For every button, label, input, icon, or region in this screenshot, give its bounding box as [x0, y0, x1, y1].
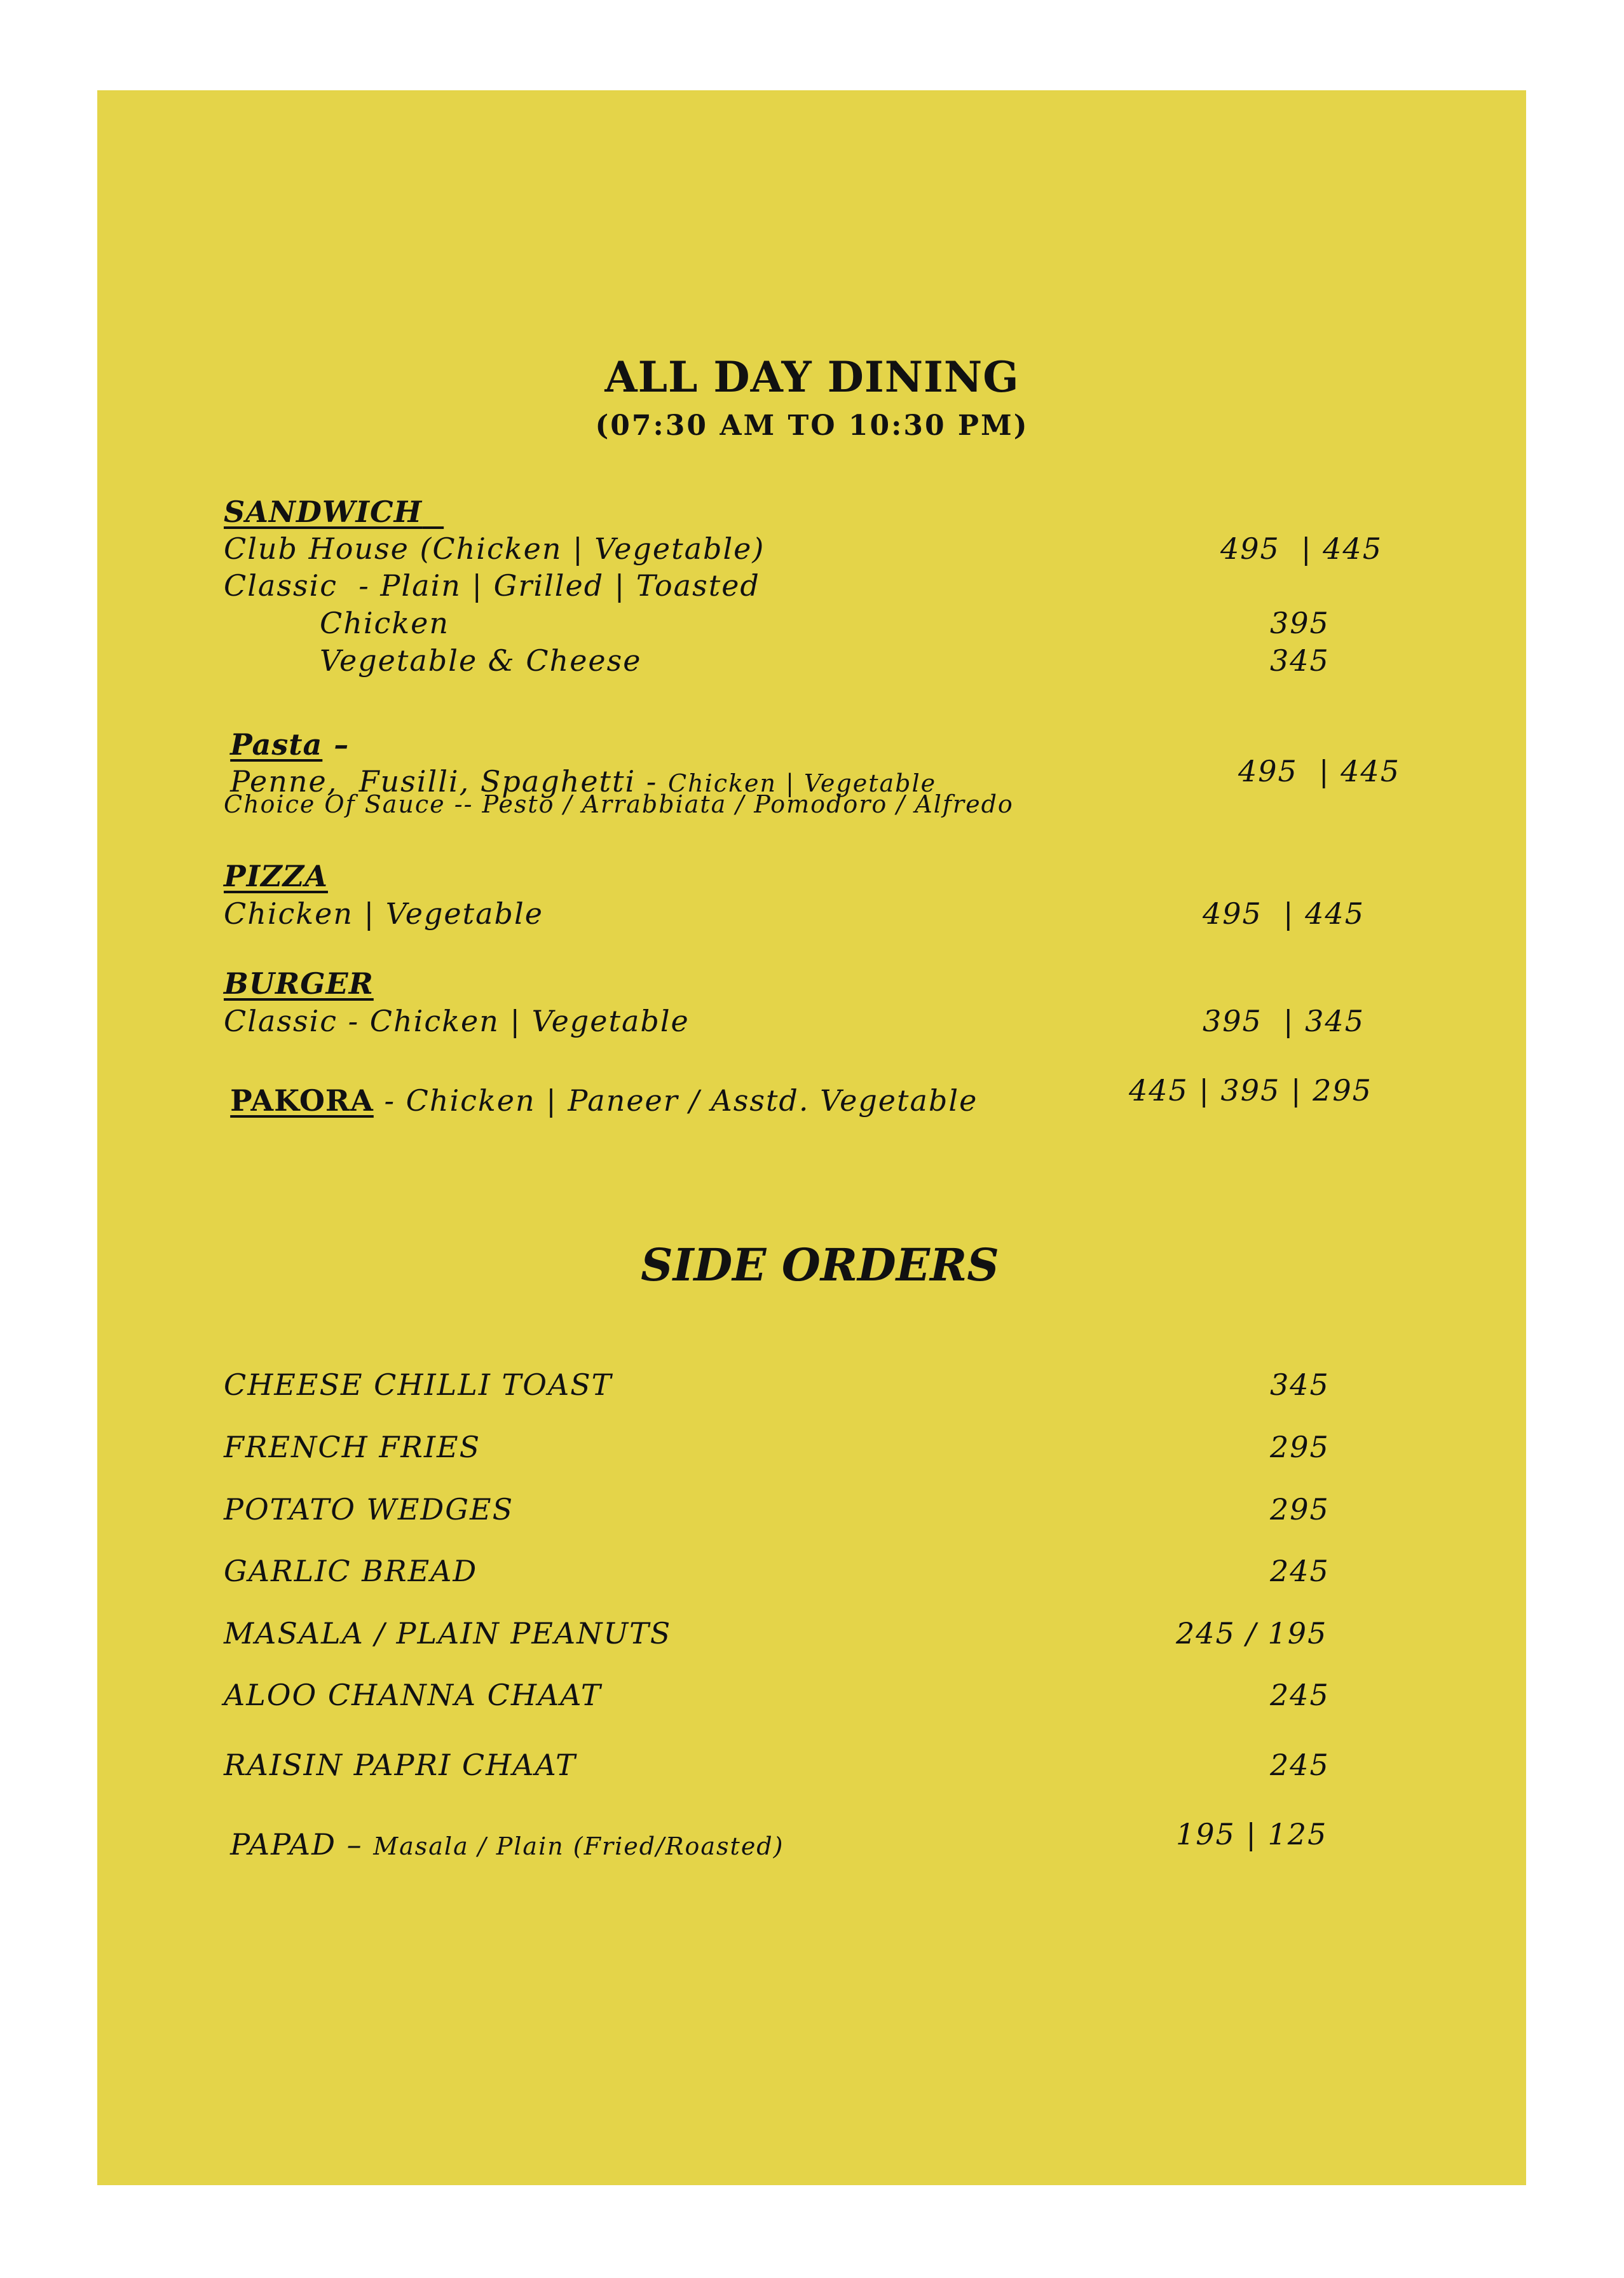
side-item-price: 245: [1270, 1748, 1330, 1782]
section-heading-pasta: Pasta –: [230, 727, 350, 762]
price-veg-cheese: 345: [1270, 643, 1330, 678]
side-item-name: MASALA / PLAIN PEANUTS: [224, 1616, 672, 1650]
side-item-price: 245: [1270, 1554, 1330, 1588]
menu-panel: [97, 90, 1526, 2185]
price-pizza: 495 | 445: [1203, 896, 1365, 931]
item-pakora: PAKORA - Chicken | Paneer / Asstd. Vegetable: [230, 1083, 978, 1118]
side-orders-title: SIDE ORDERS: [641, 1238, 999, 1291]
side-item-price: 245: [1270, 1678, 1330, 1712]
side-item-name: ALOO CHANNA CHAAT: [224, 1678, 602, 1712]
section-heading-burger: BURGER: [224, 966, 374, 1001]
price-club-house: 495 | 445: [1220, 532, 1382, 566]
item-pizza: Chicken | Vegetable: [224, 896, 543, 931]
side-item-price: 295: [1270, 1492, 1330, 1527]
section-heading-pizza: PIZZA: [224, 859, 328, 893]
side-item-price: 345: [1270, 1368, 1330, 1402]
pasta-sauce-choice: Choice Of Sauce -- Pesto / Arrabbiata / Pomodoro / Alfredo: [224, 790, 1014, 818]
item-classic-sandwich: Classic - Plain | Grilled | Toasted: [224, 568, 760, 603]
side-item-name: GARLIC BREAD: [224, 1554, 478, 1588]
menu-title: ALL DAY DINING: [604, 352, 1020, 402]
section-heading-sandwich: SANDWICH: [224, 495, 423, 529]
side-item-name: CHEESE CHILLI TOAST: [224, 1368, 613, 1402]
side-item-name: POTATO WEDGES: [224, 1492, 514, 1527]
price-classic-chicken: 395: [1270, 606, 1330, 640]
side-item-name: RAISIN PAPRI CHAAT: [224, 1748, 577, 1782]
side-item-price: 245 / 195: [1176, 1616, 1328, 1650]
price-burger: 395 | 345: [1203, 1004, 1365, 1038]
item-classic-chicken: Chicken: [320, 606, 450, 640]
item-veg-cheese: Vegetable & Cheese: [320, 643, 642, 678]
item-pasta: Penne, Fusilli, Spaghetti - Chicken | Vegetable: [230, 764, 937, 799]
section-heading-pakora: PAKORA: [230, 1083, 374, 1118]
price-pasta: 495 | 445: [1238, 754, 1400, 788]
menu-hours: (07:30 AM TO 10:30 PM): [595, 409, 1029, 442]
side-item-papad: PAPAD – Masala / Plain (Fried/Roasted): [230, 1827, 784, 1862]
price-pakora: 445 | 395 | 295: [1129, 1073, 1372, 1108]
price-papad: 195 | 125: [1176, 1817, 1328, 1851]
side-item-price: 295: [1270, 1430, 1330, 1464]
item-club-house: Club House (Chicken | Vegetable): [224, 532, 765, 566]
side-item-name: FRENCH FRIES: [224, 1430, 481, 1464]
item-burger: Classic - Chicken | Vegetable: [224, 1004, 690, 1038]
